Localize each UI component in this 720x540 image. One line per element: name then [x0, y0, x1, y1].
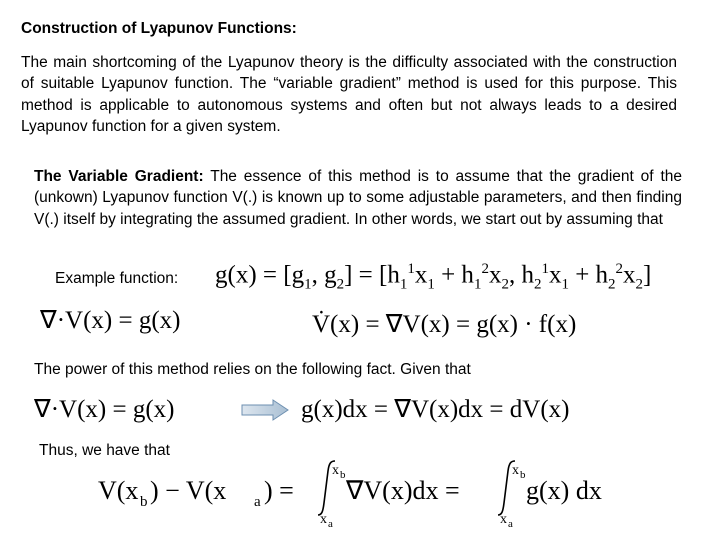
- svg-text:x: x: [320, 512, 327, 527]
- svg-text:b: b: [340, 469, 346, 481]
- example-label: Example function:: [55, 270, 179, 287]
- thus-text: Thus, we have that: [39, 442, 170, 459]
- right-arrow-icon: [241, 399, 289, 421]
- gradient-equation-left: ∇·V(x) = g(x): [40, 307, 181, 334]
- fact-text: The power of this method relies on the following fact. Given that: [34, 361, 471, 378]
- example-gradient-equation: $g(x) = [g_1$, $g_2] = [h_1^1x_1 + h_1^2x_2$, $h_2^1x_1 + h_2^2x_2$]: [215, 261, 652, 293]
- svg-text:a: a: [328, 518, 333, 527]
- svg-text:a: a: [508, 518, 513, 527]
- variable-gradient-body: The essence of this method is to assume that the gradient of the (unkown) Lyapunov function V(.) is known up to some adjustable parameters, and then finding V(.) itself by integrating the assumed gradient. In other words, we start out by assuming that: [34, 168, 683, 228]
- page-title: Construction of Lyapunov Functions:: [21, 20, 297, 37]
- svg-text:x: x: [500, 512, 507, 527]
- gradient-equation-fact: ∇·V(x) = g(x): [34, 396, 175, 423]
- svg-text:g(x) dx: g(x) dx: [526, 476, 602, 505]
- variable-gradient-heading: The Variable Gradient:: [34, 168, 204, 185]
- svg-text:∇V(x)dx =: ∇V(x)dx =: [346, 476, 460, 505]
- integral-equation: [96, 457, 636, 527]
- svg-text:) =: ) =: [264, 476, 294, 505]
- svg-text:a: a: [254, 494, 261, 510]
- svg-text:x: x: [512, 463, 519, 478]
- svg-text:b: b: [520, 469, 526, 481]
- svg-text:V(x: V(x: [98, 476, 139, 505]
- vdot-equation: V̇(x) = ∇V(x) = g(x) · f(x): [312, 311, 577, 338]
- variable-gradient-paragraph: [34, 166, 682, 230]
- intro-paragraph: The main shortcoming of the Lyapunov theory is the difficulty associated with the construction of suitable Lyapunov function. The “variable gradient” method is used for this purpose. This method is applicable to autonomous systems and often but not always leads to a desired Lyapunov function for a given system.: [21, 54, 677, 135]
- svg-text:b: b: [140, 494, 148, 510]
- dv-equation: g(x)dx = ∇V(x)dx = dV(x): [301, 396, 570, 423]
- svg-text:x: x: [332, 463, 339, 478]
- svg-text:) − V(x: ) − V(x: [150, 476, 227, 505]
